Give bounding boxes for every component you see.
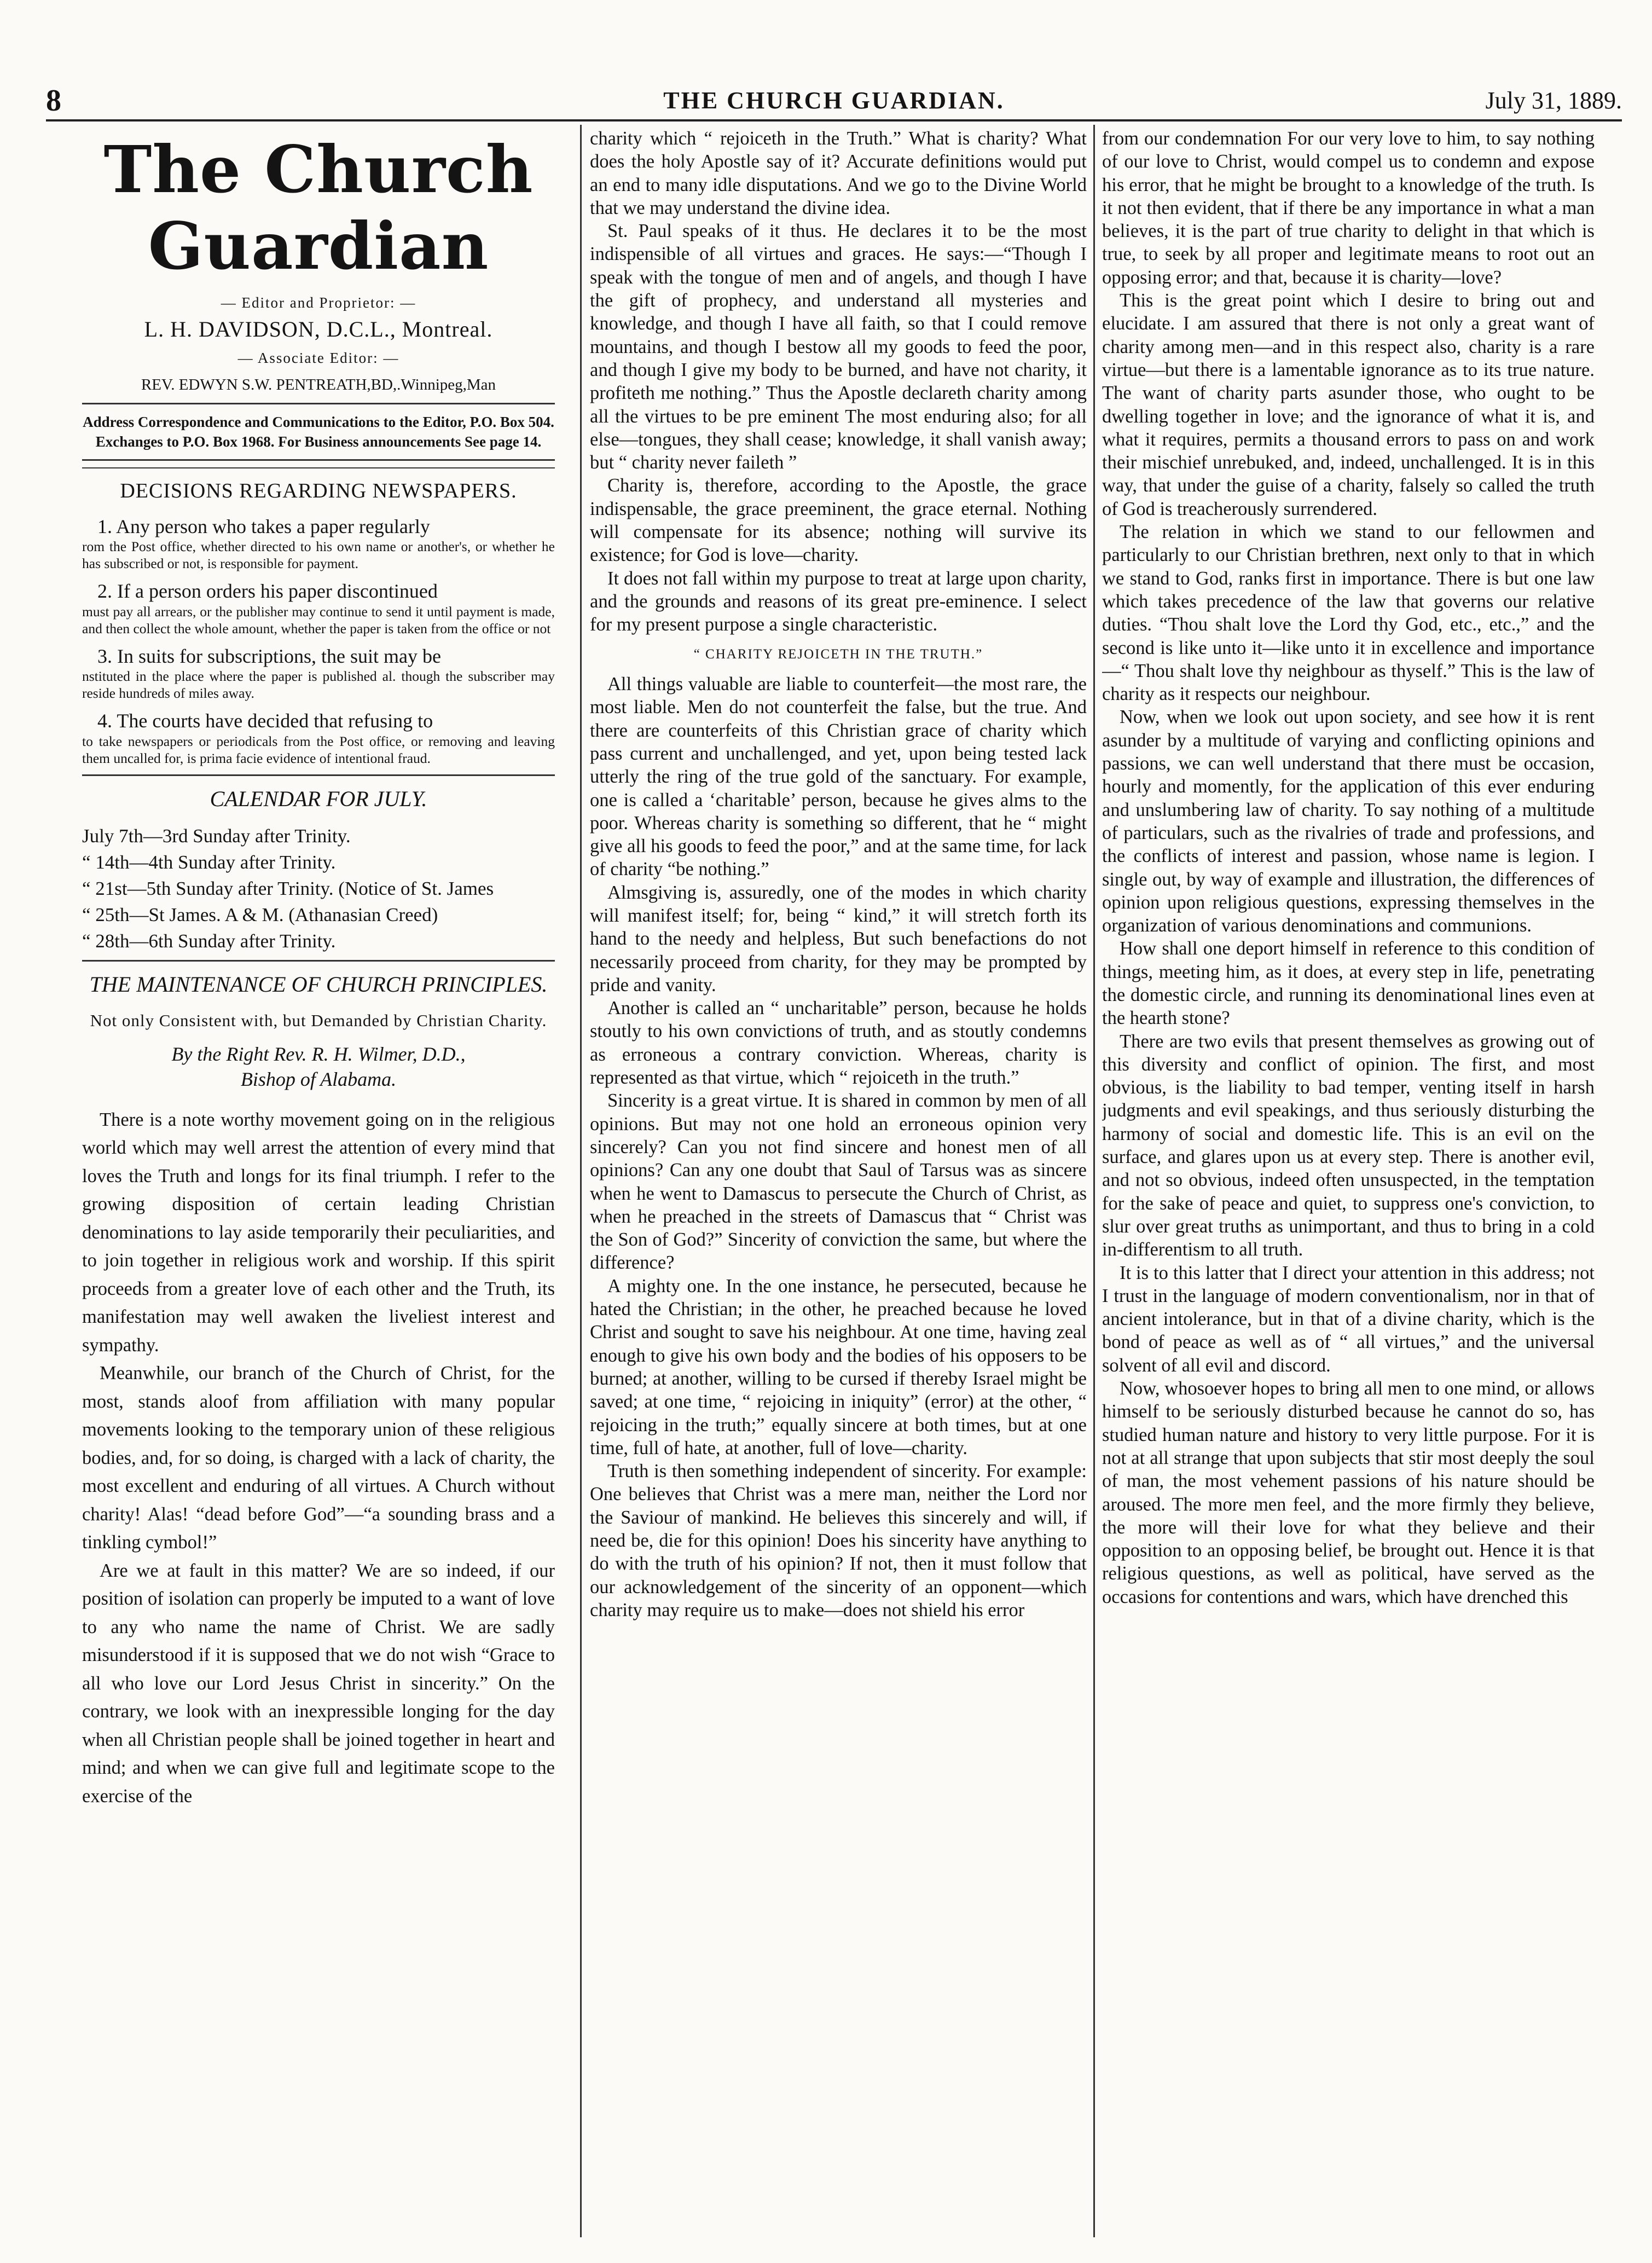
- article-paragraph: Charity is, therefore, according to the Apostle, the grace indispensable, the grace preeminent, the grace eternal. Nothing will compensate for its absence; nothing will survive its existence; for God is love—charity.: [590, 475, 1087, 566]
- article-subtitle: Not only Consistent with, but Demanded by Christian Charity.: [90, 1010, 547, 1030]
- editor-name: L. H. DAVIDSON, D.C.L., Montreal.: [144, 316, 493, 342]
- decision-rule: [82, 580, 555, 637]
- article-paragraph: It is to this latter that I direct your attention in this address; not I trust in the language of modern conventionalism, nor in that of ancient intolerance, but in that of a divine charity, which is the bond of peace as well as of “ all virtues,” and the universal solvent of all evil and discord.: [1102, 1262, 1595, 1376]
- article-paragraph: Almsgiving is, assuredly, one of the modes in which charity will manifest itself; for, being “ kind,” it will stretch forth its hand to the needy and helpless, But such benefactions do not necessarily proceed from charity, for they may be prompted by pride and vanity.: [590, 882, 1087, 996]
- decision-rule-lead: 4. The courts have decided that refusing to: [97, 710, 433, 732]
- decision-rule-lead: 3. In suits for subscriptions, the suit may be: [97, 645, 441, 667]
- calendar-entry: “ 21st—5th Sunday after Trinity. (Notice of St. James: [82, 877, 494, 899]
- issue-date: July 31, 1889.: [1485, 87, 1622, 114]
- article-paragraph: There is a note worthy movement going on in the religious world which may well arrest the attention of every mind that loves the Truth and longs for its final triumph. I refer to the growing disposition of certain leading Christian denominations to lay aside temporarily their peculiarities, and to join together in religious work and worship. If this spirit proceeds from a greater love of each other and the Truth, its manifestation may well awaken the liveliest interest and sympathy.: [82, 1109, 555, 1356]
- article-paragraph: Another is called an “ uncharitable” person, because he holds stoutly to his own convictions of truth, and as stoutly condemns as erroneous a contrary conviction. Whereas, charity is represented as that virtue, which “ rejoiceth in the truth.”: [590, 998, 1087, 1089]
- associate-editor-label: — Associate Editor: —: [237, 350, 399, 366]
- article-paragraph: St. Paul speaks of it thus. He declares it to be the most indispensible of all virtues and graces. He says:—“Though I speak with the tongue of men and of angels, and though I have the gift of prophecy, and understand all mysteries and knowledge, and though I have all faith, so that I could remove mountains, and though I bestow all my goods to feed the poor, and though I give my body to be burned, and have not charity, it profiteth me nothing.” Thus the Apostle declareth charity among all the virtues to be pre eminent The most enduring also; for all else—tongues, they shall cease; knowledge, it shall vanish away; but “ charity never faileth ”: [590, 221, 1087, 473]
- decision-rule: [82, 645, 555, 702]
- calendar-title: CALENDAR FOR JULY.: [210, 786, 427, 811]
- address-notice: Address Correspondence and Communications to the Editor, P.O. Box 504. Exchanges to P.O. Box 1968. For Business announcements See page 14.: [83, 414, 554, 450]
- article-paragraph: Now, whosoever hopes to bring all men to one mind, or allows himself to be seriously disturbed because he cannot do so, has studied human nature and history to very little purpose. For it is not at all strange that upon subjects that stir most deeply the soul of man, the most vehement passions of his nature should be aroused. The more men feel, and the more firmly they believe, the more will their love for what they believe and their opposition to an opposing belief, be brought out. Hence it is that religious questions, as well as political, have served as the occasions for contentions and wars, which have drenched this: [1102, 1378, 1595, 1607]
- calendar-entry: “ 14th—4th Sunday after Trinity.: [82, 851, 336, 873]
- editor-label: — Editor and Proprietor: —: [221, 294, 416, 311]
- column-3: [1102, 127, 1595, 2237]
- paper-running-title: THE CHURCH GUARDIAN.: [663, 87, 1005, 114]
- divider: [82, 774, 555, 776]
- article-paragraph: Meanwhile, our branch of the Church of Christ, for the most, stands aloof from affiliation with many popular movements looking to the temporary union of these religious bodies, and, for so doing, is charged with a lack of charity, the most excellent and enduring of all virtues. A Church without charity! Alas! “dead before God”—“a sounding brass and a tinkling cymbol!”: [82, 1363, 555, 1553]
- decision-rule: [82, 709, 555, 767]
- decision-rule-lead: 2. If a person orders his paper discontinued: [97, 580, 438, 602]
- byline-title: Bishop of Alabama.: [240, 1068, 397, 1090]
- decision-rule-text: nstituted in the place where the paper is published al. though the subscriber may reside hundreds of miles away.: [82, 668, 555, 701]
- divider: [82, 960, 555, 962]
- associate-editor-name: REV. EDWYN S.W. PENTREATH,BD,.Winnipeg,Man: [141, 375, 496, 393]
- article-paragraph: Are we at fault in this matter? We are so indeed, if our position of isolation can properly be imputed to a want of love to any who name the name of Christ. We are sadly misunderstood if it is supposed that we do not wish “Grace to all who love our Lord Jesus Christ in sincerity.” On the contrary, we look with an inexpressible longing for the day when all Christian people shall be joined together in heart and mind; and when we can give full and legitimate scope to the exercise of the: [82, 1560, 555, 1807]
- header-rule: [46, 119, 1622, 121]
- article-paragraph: Now, when we look out upon society, and see how it is rent asunder by a multitude of varying and conflicting opinions and passions, we can well understand that there must be occasion, hourly and momently, for the application of this ever enduring and unslumbering law of charity. To say nothing of a multitude of particulars, such as the rivalries of trade and professions, and the conflicts of interest and passion, whose name is legion. I single out, by way of example and illustration, the differences of opinion upon religious questions, expressing themselves in the organization of various denominations and communions.: [1102, 707, 1595, 936]
- article-paragraph: A mighty one. In the one instance, he persecuted, because he hated the Christian; in the other, he preached because he loved Christ and sought to save his neighbour. At one time, having zeal enough to give his own body and the bodies of his opposers to be burned; at another, willing to be cursed if thereby Israel might be saved; at one time, “ rejoicing in iniquity” (error) at the other, “ rejoicing in the truth;” equally sincere at both times, but at one time, full of hate, at another, full of love—charity.: [590, 1275, 1087, 1458]
- article-paragraph: from our condemnation For our very love to him, to say nothing of our love to Christ, would compel us to condemn and expose his error, that he might be brought to a knowledge of the truth. Is it not then evident, that if there be any importance in what a man believes, it is the part of true charity to delight in that which is true, to seek by all proper and legitimate means to root out an opposing error; and that, because it is charity—love?: [1102, 128, 1595, 288]
- decision-rule-text: to take newspapers or periodicals from the Post office, or removing and leaving them uncalled for, is prima facie evidence of intentional fraud.: [82, 733, 555, 766]
- calendar-entry: July 7th—3rd Sunday after Trinity.: [82, 825, 351, 847]
- masthead-title: The Church Guardian: [103, 131, 534, 284]
- divider: [82, 403, 555, 404]
- article-byline: [82, 1041, 555, 1092]
- article-paragraph: This is the great point which I desire to bring out and elucidate. I am assured that there is not only a great want of charity among men—and in this respect also, charity is a rare virtue—but there is a lamentable ignorance as to its true nature. The want of charity parts asunder those, who ought to be dwelling together in love; and the ignorance of what it is, and what it requires, permits a thousand errors to pass on and work their mischief unrebuked, and, indeed, unchallenged. It is in this way, that under the guise of a charity, falsely so called the truth of God is treacherously surrendered.: [1102, 290, 1595, 519]
- page-number: 8: [46, 84, 61, 118]
- article-paragraph: The relation in which we stand to our fellowmen and particularly to our Christian brethren, next only to that in which we stand to God, ranks first in importance. There is but one law which takes precedence of the law that governs our relative duties. “Thou shalt love the Lord thy God, etc., etc.,” and the second is like unto it—like unto it in excellence and importance—“ Thou shalt love thy neighbour as thyself.” This is the law of charity as it respects our neighbour.: [1102, 522, 1595, 705]
- divider: [82, 459, 555, 461]
- article-title: THE MAINTENANCE OF CHURCH PRINCIPLES.: [89, 971, 548, 997]
- byline-author: By the Right Rev. R. H. Wilmer, D.D.,: [171, 1043, 466, 1065]
- article-paragraph: Sincerity is a great virtue. It is shared in common by men of all opinions. But may not one hold an erroneous opinion very sincerely? Can you not find sincere and honest men of all opinions? Can any one doubt that Saul of Tarsus was as sincere when he went to Damascus to persecute the Church of Christ, as when he preached in the streets of Damascus that “ Christ was the Son of God?” Sincerity of conviction the same, but where the difference?: [590, 1090, 1087, 1274]
- decision-rule-lead: 1. Any person who takes a paper regularly: [97, 515, 430, 537]
- article-paragraph: It does not fall within my purpose to treat at large upon charity, and the grounds and reasons of its great pre-eminence. I select for my present purpose a single characteristic.: [590, 568, 1087, 635]
- article-paragraph: All things valuable are liable to counterfeit—the most rare, the most liable. Men do not counterfeit the false, but the true. And there are counterfeits of this Christian grace of charity which pass current and unchallenged, and yet, upon being tested lack utterly the ring of the true gold of the sanctuary. For example, one is called a ‘charitable’ person, because he gives alms to the poor. Whereas charity is something so different, that he “ might give all his goods to feed the poor,” and at the same time, for lack of charity “be nothing.”: [590, 674, 1087, 880]
- column-divider-1: [580, 125, 582, 2237]
- decision-rule-text: rom the Post office, whether directed to his own name or another's, or whether he has subscribed or not, is responsible for payment.: [82, 539, 555, 571]
- divider: [82, 467, 555, 468]
- article-paragraph: How shall one deport himself in reference to this condition of things, meeting him, as it does, at every step in life, penetrating the domestic circle, and running its denominational lines even at the hearth stone?: [1102, 938, 1595, 1029]
- article-paragraph: charity which “ rejoiceth in the Truth.” What is charity? What does the holy Apostle say of it? Accurate definitions would put an end to many idle disputations. And we go to the Divine World that we may understand the divine idea.: [590, 128, 1087, 218]
- column-2: [590, 127, 1087, 2237]
- article-body-col1: [82, 1106, 555, 1811]
- column-1: [82, 127, 555, 2237]
- calendar-entry: “ 28th—6th Sunday after Trinity.: [82, 930, 336, 952]
- article-paragraph: There are two evils that present themselves as growing out of this diversity and conflict of opinion. The first, and most obvious, is the liability to bad temper, venting itself in harsh judgments and evil speakings, and thus seriously disturbing the harmony of social and domestic life. This is an evil on the surface, and glares upon us at every step. There is another evil, and not so obvious, indeed often unsuspected, in the temptation for the sake of peace and quiet, to suppress one's conviction, to slur over great truths as unimportant, and thus to bring in a cold in-differentism to all truth.: [1102, 1031, 1595, 1260]
- quote-heading: “ CHARITY REJOICETH IN THE TRUTH.”: [693, 646, 983, 662]
- calendar-entry: “ 25th—St James. A & M. (Athanasian Creed): [82, 904, 438, 925]
- page-header: [46, 83, 1622, 116]
- decisions-title: DECISIONS REGARDING NEWSPAPERS.: [120, 479, 517, 502]
- decision-rule-text: must pay all arrears, or the publisher may continue to send it until payment is made, and then collect the whole amount, whether the paper is taken from the office or not: [82, 603, 555, 636]
- column-divider-2: [1093, 125, 1095, 2237]
- article-paragraph: Truth is then something independent of sincerity. For example: One believes that Christ was a mere man, neither the Lord nor the Saviour of mankind. He believes this sincerely and will, if need be, die for this opinion! Does his sincerity have anything to do with the truth of his opinion? If not, then it must follow that our acknowledgement of the sincerity of an opponent—which charity may require us to make—does not shield his error: [590, 1461, 1087, 1620]
- decision-rule: [82, 515, 555, 572]
